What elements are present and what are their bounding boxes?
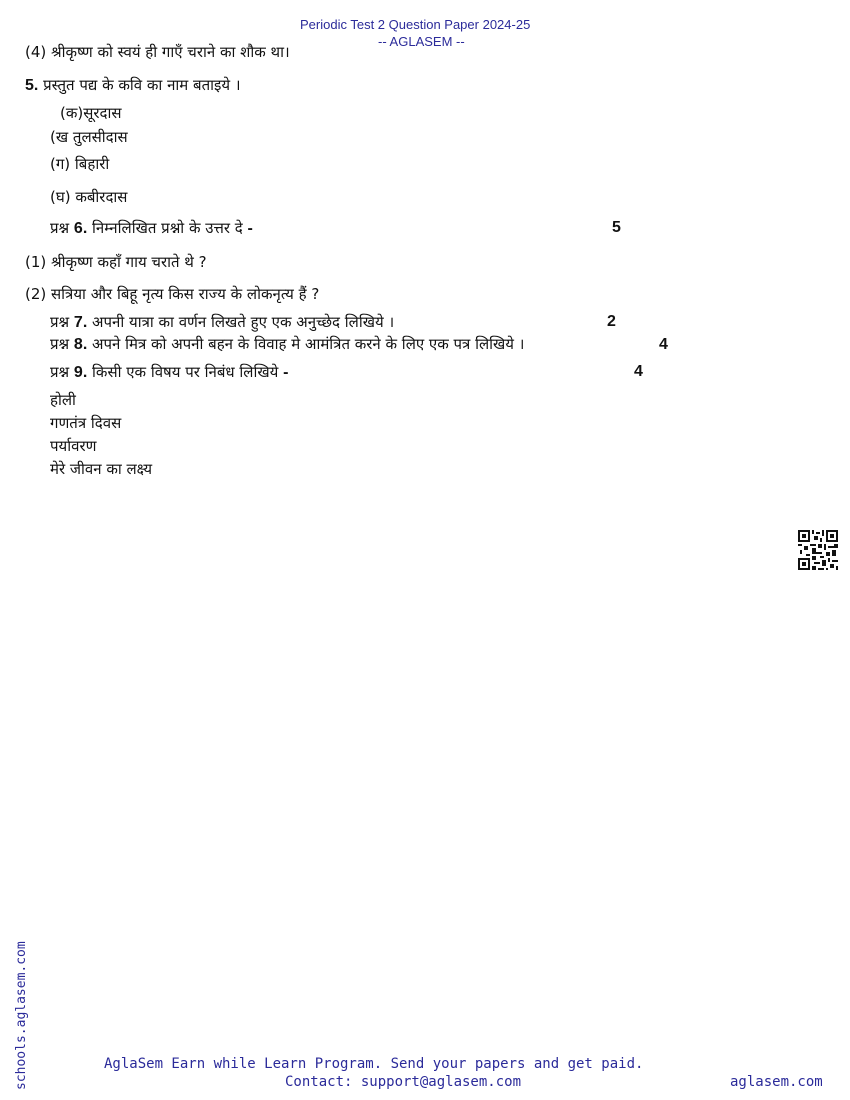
question-9 xyxy=(50,362,288,382)
essay-topic-4: मेरे जीवन का लक्ष्य xyxy=(50,460,153,478)
sub-1-number: (1) xyxy=(25,253,47,271)
question-5-number: 5. xyxy=(25,77,39,94)
question-9-text: किसी एक विषय पर निबंध लिखिये xyxy=(92,363,279,381)
essay-topic-1: होली xyxy=(50,391,76,409)
question-6-sub-2 xyxy=(25,284,319,304)
question-8 xyxy=(50,334,524,354)
question-7-prefix: प्रश्न xyxy=(50,313,70,331)
question-6-dash: - xyxy=(247,220,253,237)
q5-option-d: (घ) कबीरदास xyxy=(50,188,128,206)
question-8-prefix: प्रश्न xyxy=(50,335,70,353)
footer-line-2: Contact: support@aglasem.com xyxy=(285,1074,522,1090)
question-6-sub-1 xyxy=(25,252,207,272)
side-watermark: schools.aglasem.com xyxy=(14,941,29,1090)
question-9-marks: 4 xyxy=(634,363,643,380)
question-7-number: 7. xyxy=(73,314,88,331)
q5-option-a: (क)सूरदास xyxy=(60,104,122,122)
header-subtitle: -- AGLASEM -- xyxy=(378,34,465,49)
question-7-text: अपनी यात्रा का वर्णन लिखते हुए एक अनुच्छेद लिखिये । xyxy=(92,313,395,331)
question-7 xyxy=(50,312,394,332)
header-title: Periodic Test 2 Question Paper 2024-25 xyxy=(300,17,531,32)
footer-site: aglasem.com xyxy=(730,1074,823,1090)
question-5-text: प्रस्तुत पद्य के कवि का नाम बताइये । xyxy=(43,76,241,94)
sub-1-text: श्रीकृष्ण कहाँ गाय चराते थे ? xyxy=(51,253,207,271)
footer-line-1: AglaSem Earn while Learn Program. Send your papers and get paid. xyxy=(104,1056,644,1072)
question-6 xyxy=(50,218,253,238)
qr-code-icon xyxy=(798,530,838,570)
question-9-dash: - xyxy=(283,364,289,381)
question-6-marks: 5 xyxy=(612,219,621,236)
question-8-text: अपने मित्र को अपनी बहन के विवाह मे आमंत्रित करने के लिए एक पत्र लिखिये । xyxy=(92,335,525,353)
question-9-prefix: प्रश्न xyxy=(50,363,70,381)
question-9-number: 9. xyxy=(73,364,88,381)
question-8-marks: 4 xyxy=(659,336,668,353)
q5-option-b: (ख तुलसीदास xyxy=(50,128,128,146)
q5-option-c: (ग) बिहारी xyxy=(50,155,110,173)
question-6-text: निम्नलिखित प्रश्नो के उत्तर दे xyxy=(92,219,243,237)
q4-option-line: (4) श्रीकृष्ण को स्वयं ही गाएँ चराने का शौक था। xyxy=(25,43,290,61)
sub-2-text: सत्रिया और बिहू नृत्य किस राज्य के लोकनृत्य हैं ? xyxy=(51,285,320,303)
question-8-number: 8. xyxy=(73,336,88,353)
sub-2-number: (2) xyxy=(25,285,47,303)
essay-topic-2: गणतंत्र दिवस xyxy=(50,414,122,432)
question-6-number: 6. xyxy=(73,220,88,237)
question-7-marks: 2 xyxy=(607,313,616,330)
question-6-prefix: प्रश्न xyxy=(50,219,70,237)
essay-topic-3: पर्यावरण xyxy=(50,437,97,455)
question-5 xyxy=(25,75,241,95)
